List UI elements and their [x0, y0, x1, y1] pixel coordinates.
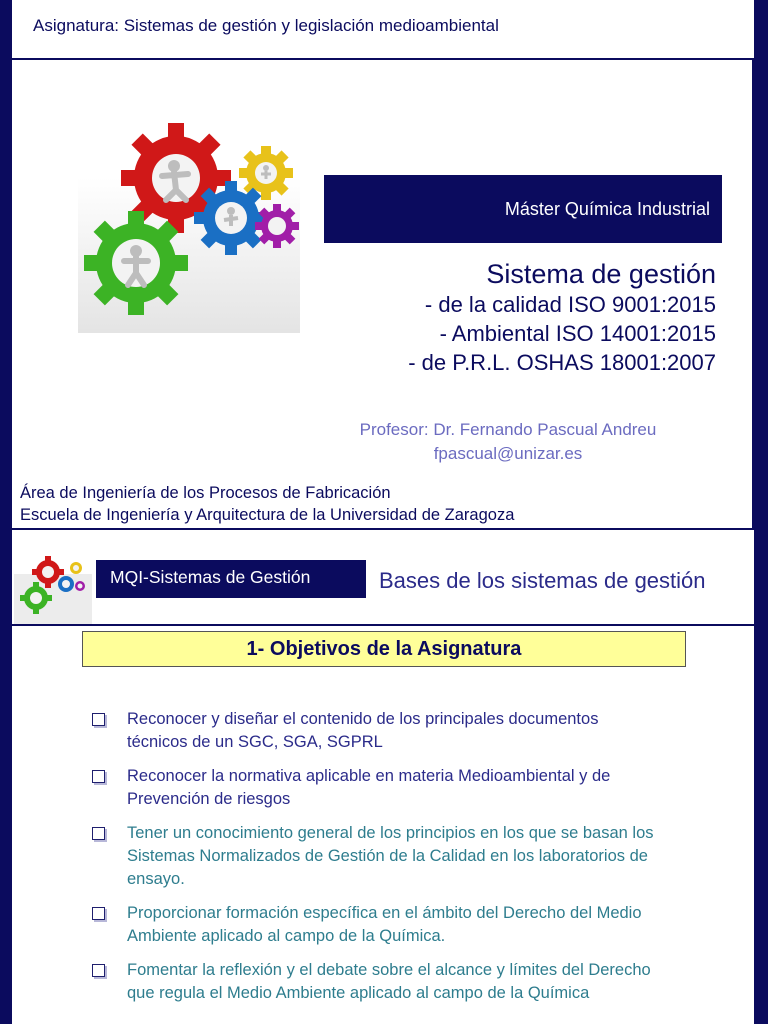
objective-text-line: Ambiente aplicado al campo de la Química. — [127, 927, 446, 945]
objective-text-line: Reconocer la normativa aplicable en materia Medioambiental y de — [127, 767, 611, 785]
gears-illustration — [78, 118, 300, 333]
objective-text-line: Proporcionar formación específica en el ámbito del Derecho del Medio — [127, 904, 642, 922]
checkbox-square-icon — [92, 964, 105, 977]
frame-left-line — [8, 58, 10, 528]
objective-item — [92, 959, 732, 1005]
system-line-environmental: - Ambiental ISO 14001:2015 — [439, 321, 716, 346]
system-line-prl: - de P.R.L. OSHAS 18001:2007 — [408, 350, 716, 375]
header-divider — [12, 624, 754, 626]
professor-name: Profesor: Dr. Fernando Pascual Andreu — [359, 420, 657, 439]
purple-gear-icon — [255, 204, 299, 248]
checkbox-square-icon — [92, 770, 105, 783]
left-border-bar — [0, 0, 12, 528]
checkbox-square-icon — [92, 827, 105, 840]
header-divider — [12, 58, 754, 60]
master-band — [324, 175, 722, 243]
system-title: Sistema de gestión — [486, 259, 716, 289]
right-border-bar — [754, 530, 768, 1024]
department-area: Área de Ingeniería de los Procesos de Fabricación — [20, 484, 391, 502]
objective-text-line: técnicos de un SGC, SGA, SGPRL — [127, 733, 383, 751]
system-block — [330, 258, 716, 377]
professor-email[interactable]: fpascual@unizar.es — [433, 444, 583, 463]
objective-text-line: Tener un conocimiento general de los principios en los que se basan los — [127, 824, 654, 842]
yellow-gear-icon — [239, 146, 293, 200]
objective-item — [92, 822, 732, 891]
objective-text-line: Reconocer y diseñar el contenido de los principales documentos — [127, 710, 599, 728]
objective-item — [92, 902, 732, 948]
frame-right-line — [752, 58, 754, 528]
professor-block — [330, 418, 686, 466]
objective-text-line: ensayo. — [127, 870, 185, 888]
department-block — [20, 482, 514, 526]
section-title-box — [82, 631, 686, 667]
slide-divider — [0, 528, 768, 530]
objective-item — [92, 708, 732, 754]
mini-gears-logo-icon — [14, 552, 92, 624]
objectives-slide — [0, 528, 768, 1024]
objective-text-line: Fomentar la reflexión y el debate sobre el alcance y límites del Derecho — [127, 961, 651, 979]
objective-item — [92, 765, 732, 811]
right-border-bar — [754, 0, 768, 528]
objective-text-line: Sistemas Normalizados de Gestión de la Calidad en los laboratorios de — [127, 847, 648, 865]
objective-text-line: Prevención de riesgos — [127, 790, 291, 808]
objective-text-line: que regula el Medio Ambiente aplicado al campo de la Química — [127, 984, 590, 1002]
system-line-quality: - de la calidad ISO 9001:2015 — [424, 292, 716, 317]
master-label: Máster Química Industrial — [504, 198, 710, 219]
checkbox-square-icon — [92, 907, 105, 920]
course-band-label: MQI-Sistemas de Gestión — [110, 567, 311, 587]
department-school: Escuela de Ingeniería y Arquitectura de la Universidad de Zaragoza — [20, 506, 515, 524]
section-title: 1- Objetivos de la Asignatura — [246, 637, 522, 660]
course-band — [96, 560, 366, 598]
objectives-list — [92, 708, 732, 1016]
green-gear-icon — [84, 211, 188, 315]
left-border-bar — [0, 530, 12, 1024]
slide-title: Bases de los sistemas de gestión — [379, 568, 706, 593]
course-title: Asignatura: Sistemas de gestión y legislación medioambiental — [33, 16, 499, 35]
checkbox-square-icon — [92, 713, 105, 726]
blue-gear-icon — [194, 181, 268, 255]
